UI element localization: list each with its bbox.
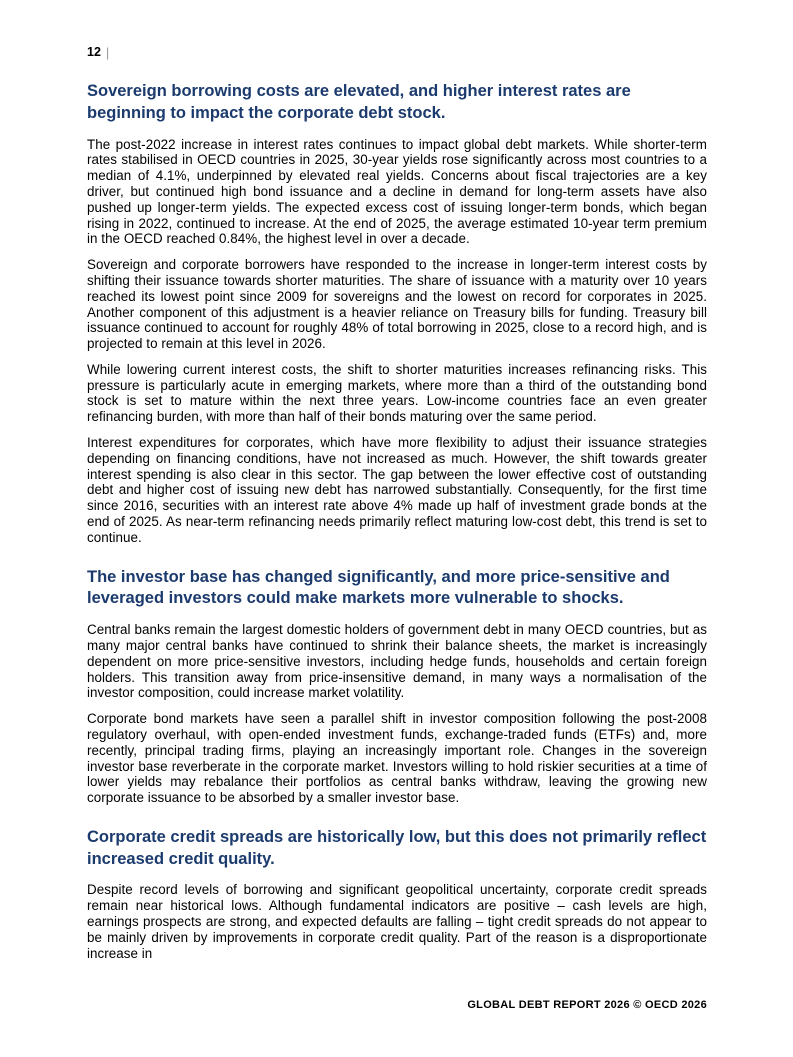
paragraph: Corporate bond markets have seen a parallel shift in investor composition following the post-2008 regulatory overhaul, with open-ended investment funds, exchange-traded funds (ETFs) and, more recently, principal trading firms, playing an increasingly important role. Changes in the sovereign investor base reverberate in the corporate market. Investors willing to hold riskier securities at a time of lower yields may rebalance their portfolios as central banks withdraw, leaving the growing new corporate issuance to be absorbed by a smaller investor base. (87, 711, 707, 806)
paragraph: The post-2022 increase in interest rates continues to impact global debt markets. While shorter-term rates stabilised in OECD countries in 2025, 30-year yields rose significantly across most countries to a median of 4.1%, underpinned by elevated real yields. Concerns about fiscal trajectories are a key driver, but continued high bond issuance and a decline in demand for long-term assets have also pushed up longer-term yields. The expected excess cost of issuing longer-term bonds, which began rising in 2022, continued to increase. At the end of 2025, the average estimated 10-year term premium in the OECD reached 0.84%, the highest level in over a decade. (87, 136, 707, 247)
page-footer: GLOBAL DEBT REPORT 2026 © OECD 2026 (467, 999, 707, 1011)
page-content (87, 44, 707, 961)
section-heading: The investor base has changed significantly, and more price-sensitive and leveraged investors could make markets more vulnerable to shocks. (87, 567, 670, 608)
section-heading: Sovereign borrowing costs are elevated, and higher interest rates are beginning to impact the corporate debt stock. (87, 82, 631, 122)
page-header (87, 44, 707, 59)
section-heading: Corporate credit spreads are historically low, but this does not primarily reflect increased credit quality. (87, 827, 707, 868)
paragraph: Sovereign and corporate borrowers have responded to the increase in longer-term interest costs by shifting their issuance towards shorter maturities. The share of issuance with a maturity over 10 years reached its lowest point since 2009 for sovereigns and the lowest on record for corporates in 2025. Another component of this adjustment is a heavier reliance on Treasury bills for funding. Treasury bill issuance continued to account for roughly 48% of total borrowing in 2025, close to a record high, and is projected to remain at this level in 2026. (87, 257, 707, 352)
page-number-separator: | (105, 45, 110, 60)
section-investor-base (87, 567, 707, 806)
paragraph: Despite record levels of borrowing and significant geopolitical uncertainty, corporate credit spreads remain near historical lows. Although fundamental indicators are positive – cash levels are high, earnings prospects are strong, and expected defaults are falling – tight credit spreads do not appear to be mainly driven by improvements in corporate credit quality. Part of the reason is a disproportionate increase in (87, 882, 707, 961)
section-corporate-credit-spreads (87, 827, 707, 962)
paragraph: While lowering current interest costs, the shift to shorter maturities increases refinancing risks. This pressure is particularly acute in emerging markets, where more than a third of the outstanding bond stock is set to mature within the next three years. Low-income countries face an even greater refinancing burden, with more than half of their bonds maturing over the same period. (87, 361, 707, 425)
paragraph: Interest expenditures for corporates, which have more flexibility to adjust their issuance strategies depending on financing conditions, have not increased as much. However, the shift towards greater interest spending is also clear in this sector. The gap between the lower effective cost of outstanding debt and higher cost of issuing new debt has narrowed substantially. Consequently, for the first time since 2016, securities with an interest rate above 4% made up half of investment grade bonds at the end of 2025. As near-term refinancing needs primarily reflect maturing low-cost debt, this trend is set to continue. (87, 435, 707, 545)
paragraph: Central banks remain the largest domestic holders of government debt in many OECD countries, but as many major central banks have continued to shrink their balance sheets, the market is increasingly dependent on more price-sensitive investors, including hedge funds, households and certain foreign holders. This transition away from price-insensitive demand, in many ways a normalisation of the investor composition, could increase market volatility. (87, 622, 707, 701)
page-number: 12 (87, 44, 101, 59)
section-sovereign-borrowing-costs (87, 81, 707, 546)
